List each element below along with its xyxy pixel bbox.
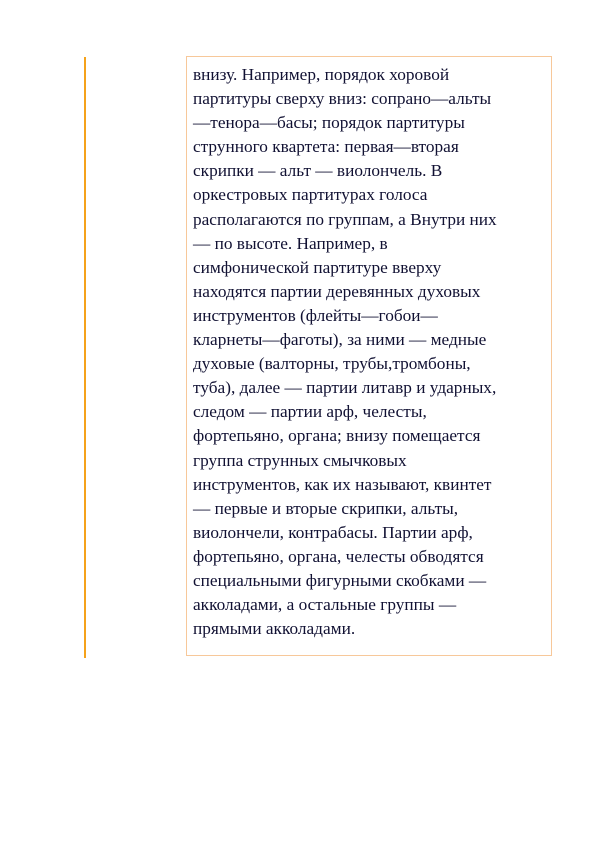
text-line: следом — партии арф, челесты, [193, 402, 427, 422]
text-line: —тенора—басы; порядок партитуры [193, 113, 465, 133]
text-line: располагаются по группам, а Внутри них [193, 209, 497, 229]
text-line: туба), далее — партии литавр и ударных, [193, 378, 497, 398]
text-line: акколадами, а остальные группы — [193, 595, 457, 615]
text-line: фортепьяно, органа, челесты обводятся [193, 546, 484, 566]
text-line: — первые и вторые скрипки, альты, [193, 498, 459, 518]
text-line: симфонической партитуре вверху [193, 257, 442, 277]
text-line: партитуры сверху вниз: сопрано—альты [193, 89, 492, 109]
text-line: кларнеты—фаготы), за ними — медные [193, 330, 487, 350]
text-line: виолончели, контрабасы. Партии арф, [193, 522, 473, 542]
margin-rule [84, 57, 86, 658]
text-line: внизу. Например, порядок хоровой [193, 65, 450, 84]
text-line: — по высоте. Например, в [193, 233, 388, 253]
text-frame [186, 56, 552, 656]
text-line: инструментов (флейты—гобои— [193, 305, 438, 325]
text-line: инструментов, как их называют, квинтет [193, 474, 492, 494]
text-line: группа струнных смычковых [193, 450, 407, 470]
text-line: духовые (валторны, трубы,тромбоны, [193, 354, 471, 374]
text-line: специальными фигурными скобками — [193, 570, 487, 590]
text-line: скрипки — альт — виолончель. В [193, 161, 443, 181]
text-line: фортепьяно, органа; внизу помещается [193, 426, 481, 446]
text-line: струнного квартета: первая—вторая [193, 137, 459, 157]
text-line: находятся партии деревянных духовых [193, 281, 481, 301]
text-line: оркестровых партитурах голоса [193, 185, 428, 205]
text-line: прямыми акколадами. [193, 619, 356, 639]
body-paragraph [193, 63, 545, 641]
